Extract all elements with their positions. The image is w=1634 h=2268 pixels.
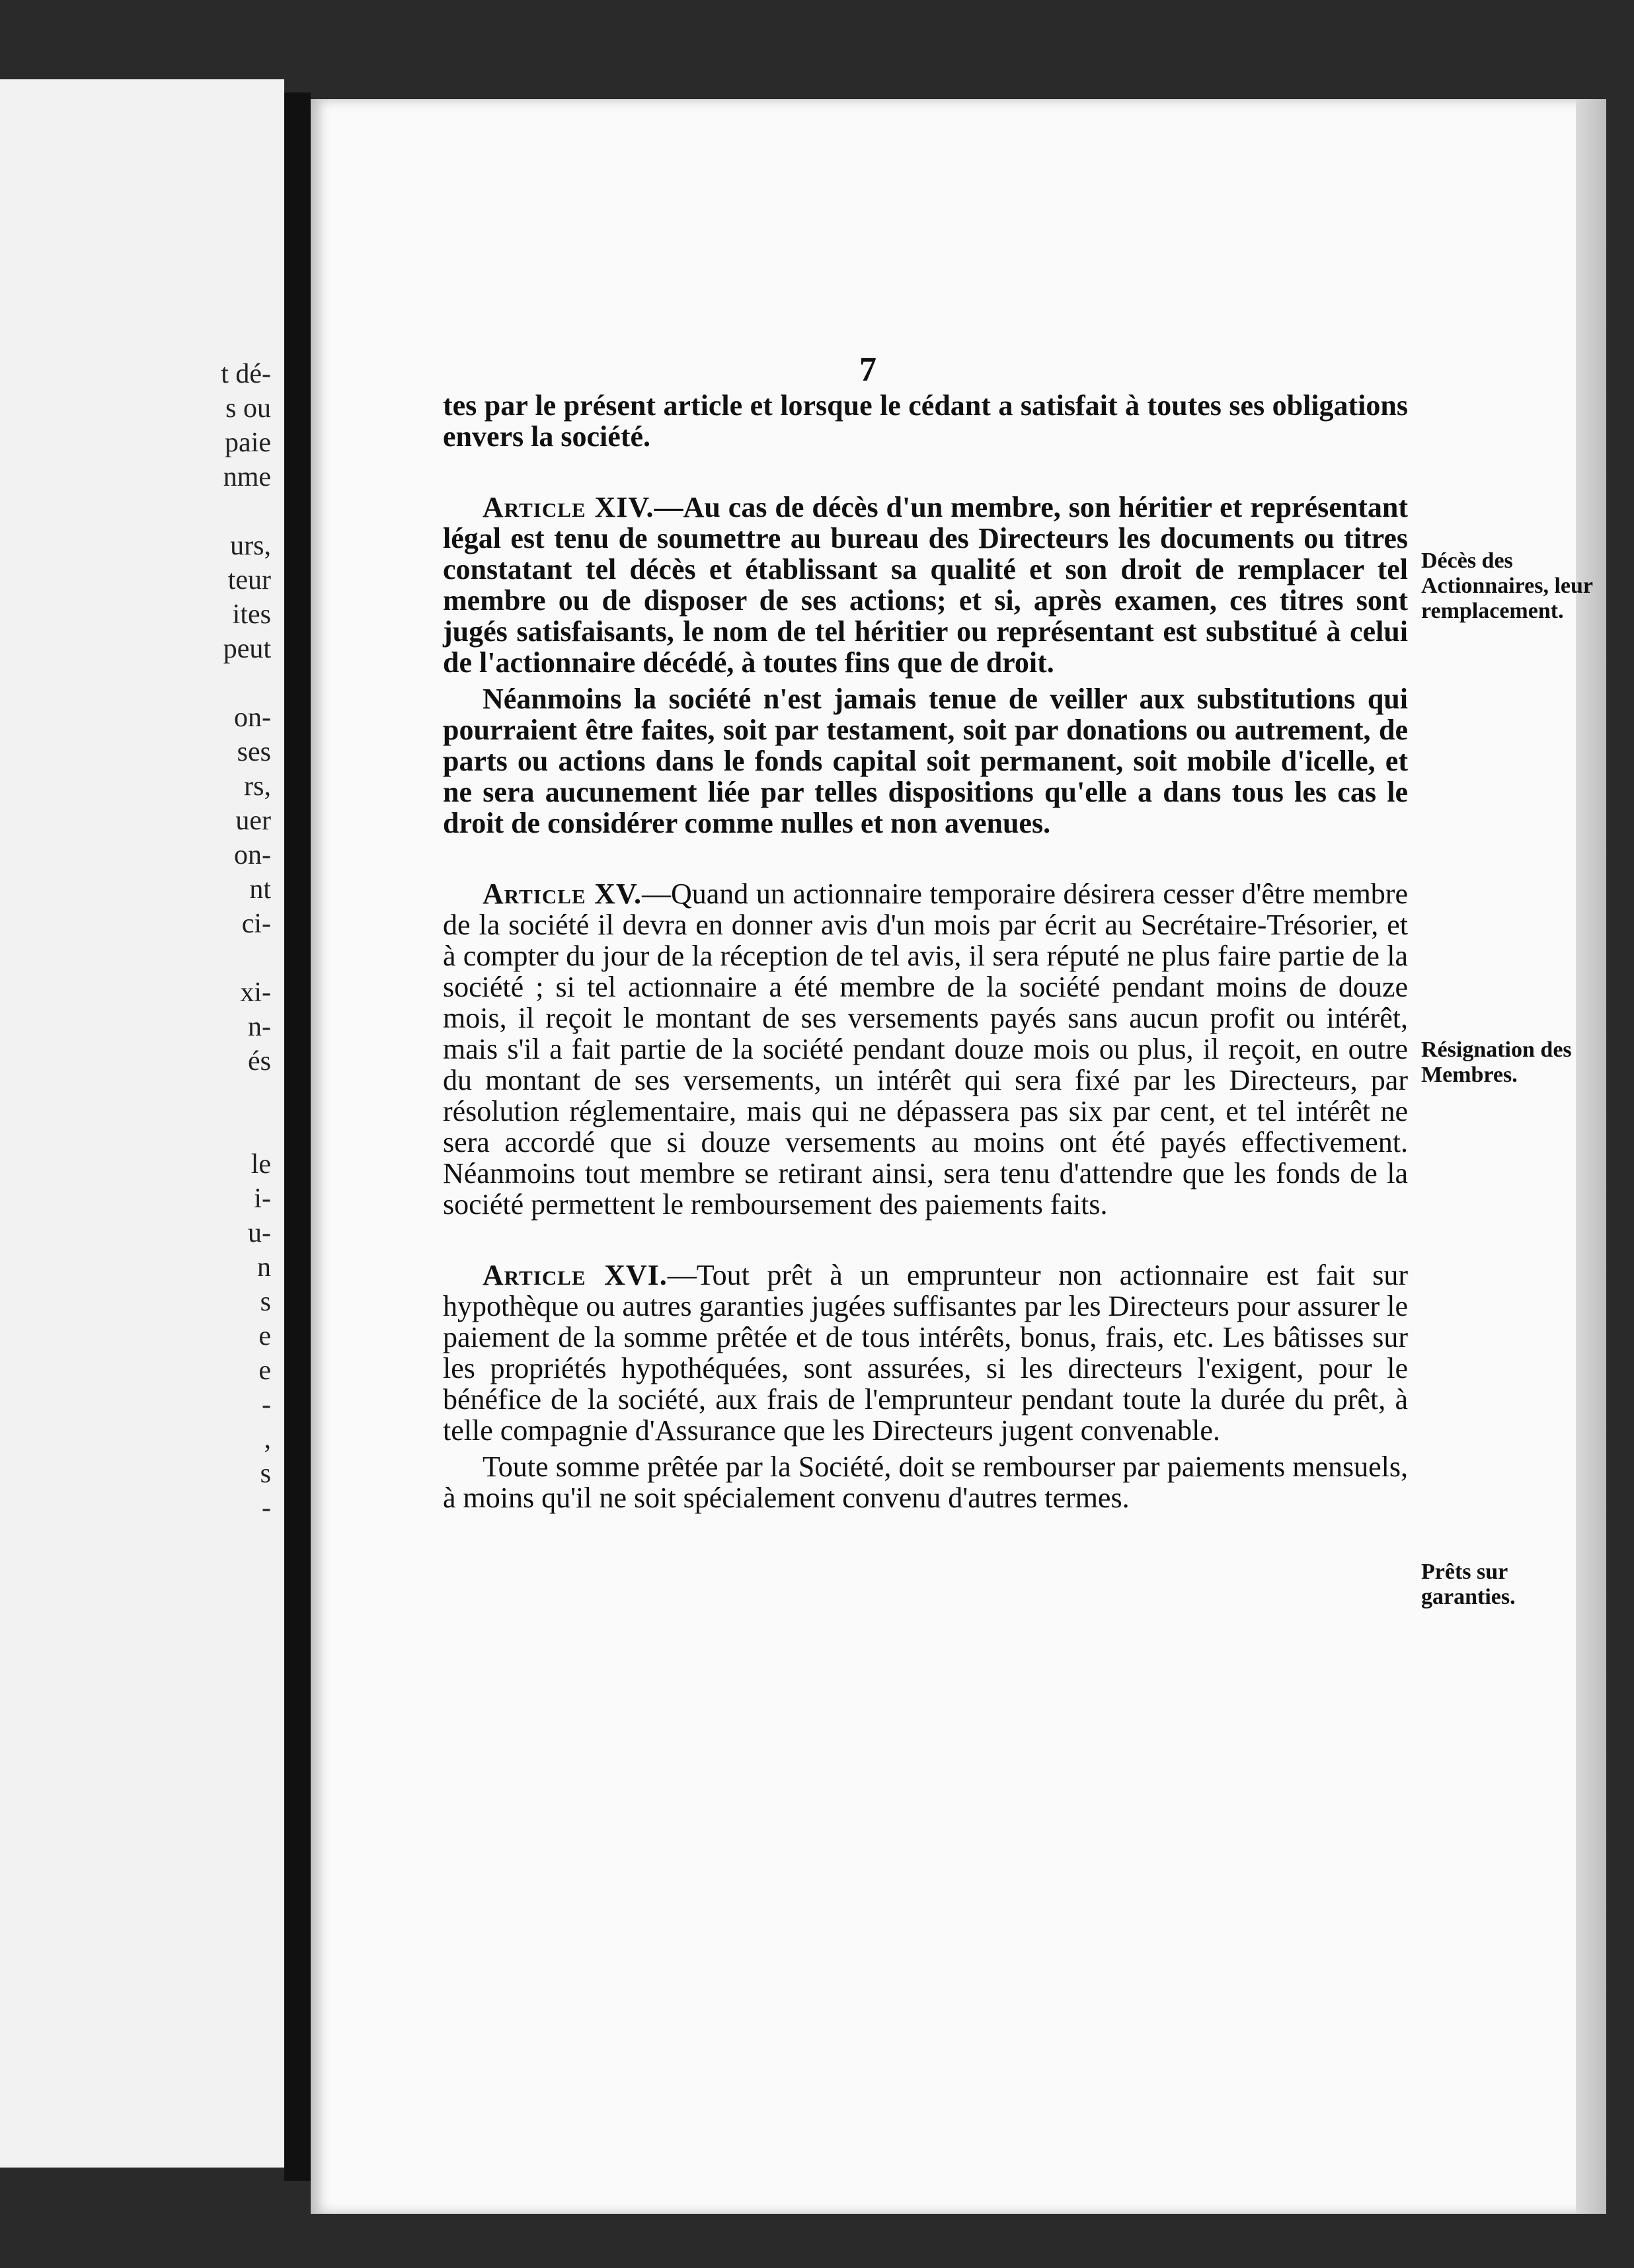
left-fragment-line: xi- (240, 977, 271, 1008)
left-fragment-line: - (262, 1390, 271, 1420)
left-fragment-line: i- (254, 1184, 271, 1214)
margin-note-prets: Prêts sur garanties. (1421, 1560, 1516, 1609)
left-fragment-line: t dé- (221, 359, 271, 389)
article-label: Article XVI. (483, 1259, 668, 1291)
left-fragment-line: - (262, 1493, 271, 1523)
main-page (311, 99, 1606, 2214)
article-xiv (443, 492, 1408, 678)
paragraph-continuation (443, 390, 1408, 452)
left-facing-page (0, 79, 284, 2168)
left-fragment-line: le (251, 1149, 271, 1180)
left-fragment-line: e (258, 1321, 271, 1351)
left-fragment-line: peut (223, 634, 271, 664)
left-fragment-line (139, 941, 271, 975)
left-fragment-line: , (264, 1424, 271, 1455)
article-label: Article XV. (483, 878, 642, 910)
left-fragment-line: ites (232, 599, 271, 630)
left-fragment-line (139, 1113, 271, 1147)
left-fragment-line: rs, (244, 771, 271, 802)
left-fragment-line: s ou (225, 393, 271, 424)
left-fragment-line: urs, (230, 531, 271, 561)
article-label: Article XIV. (483, 491, 654, 523)
left-fragment-line: uer (235, 806, 271, 836)
left-fragment-line: nme (223, 462, 271, 492)
left-fragment-line: n (257, 1252, 271, 1283)
left-fragment-line: n- (248, 1012, 271, 1042)
left-fragment-line: e (258, 1355, 271, 1386)
left-fragment-line (139, 494, 271, 529)
paragraph-text: Néanmoins la société n'est jamais tenue de veiller aux substitutions qui pourraient être faites, soit par testament, soit par donations ou autrement, de parts ou actions dans le fonds capital soit permanent, soit mobile d'icelle, et ne sera aucunement liée par telles dispositions qu'elle a dans tous les cas le droit de considérer comme nulles et non avenues. (443, 683, 1408, 839)
margin-note-resignation: Résignation des Membres. (1421, 1038, 1572, 1087)
left-fragment-line: ses (237, 737, 271, 767)
left-fragment-line: ci- (241, 909, 271, 939)
paragraph-text: Toute somme prêtée par la Société, doit se rembourser par paiements mensuels, à moins qu'il ne soit spécialement convenu d'autres termes. (443, 1451, 1408, 1514)
paragraph-neanmoins (443, 683, 1408, 839)
left-fragment-line: nt (249, 874, 271, 905)
left-fragment-line: s (260, 1458, 271, 1489)
article-xv (443, 878, 1408, 1220)
page-number: 7 (859, 351, 876, 389)
margin-note-deces: Décès des Actionnaires, leur remplacement. (1421, 548, 1593, 623)
left-fragment-line: s (260, 1287, 271, 1317)
paragraph-text: —Quand un actionnaire temporaire désirera cesser d'être membre de la société il devra en donner avis d'un mois par écrit au Secrétaire-Trésorier, et à compter du jour de la réception de tel avis, il sera réputé ne plus faire partie de la société ; si tel actionnaire a été membre de la société pendant moins de douze mois, il reçoit le montant de ses versements payés sans aucun profit ou intérêt, mais s'il a fait partie de la société pendant douze mois ou plus, il reçoit, en outre du montant de ses versements, un intérêt qui sera fixé par les Directeurs, par résolution réglementaire, mais qui ne dépassera pas six par cent, et tel intérêt ne sera accordé que si douze versements au moins ont été payés effectivement. Néanmoins tout membre se retirant ainsi, sera tenu d'attendre que les fonds de la société permettent le remboursement des paiements faits. (443, 878, 1408, 1221)
page-edge (1576, 99, 1606, 2214)
left-fragment-line: és (248, 1046, 271, 1077)
paragraph-text: tes par le présent article et lorsque le cédant a satisfait à toutes ses obligations envers la société. (443, 389, 1408, 453)
paragraph-toute-somme (443, 1451, 1408, 1513)
article-xvi (443, 1260, 1408, 1446)
left-fragment-line: on- (234, 702, 271, 733)
left-fragment-line: on- (234, 840, 271, 870)
left-fragment-line: u- (248, 1218, 271, 1248)
left-fragment-line (139, 666, 271, 700)
left-fragment-line: paie (225, 428, 271, 458)
left-fragment-line: teur (227, 565, 271, 595)
left-page-text-fragments (139, 357, 271, 1560)
body-text (443, 390, 1408, 1513)
left-fragment-line (139, 1078, 271, 1113)
left-fragment-line (139, 1525, 271, 1560)
paragraph-text: —Tout prêt à un emprunteur non actionnaire est fait sur hypothèque ou autres garanties jugées suffisantes par les Directeurs pour assurer le paiement de la somme prêtée et de tous intérêts, bonus, frais, etc. Les bâtisses sur les propriétés hypothéquées, sont assurées, si les directeurs l'exigent, pour le bénéfice de la société, aux frais de l'emprunteur pendant toute la durée du prêt, à telle compagnie d'Assurance que les Directeurs jugent convenable. (443, 1259, 1408, 1447)
paragraph-text: —Au cas de décès d'un membre, son héritier et représentant légal est tenu de soumettre au bureau des Directeurs les documents ou titres constatant tel décès et établissant sa qualité et son droit de remplacer tel membre ou de disposer de ses actions; et si, après examen, ces titres sont jugés satisfaisants, le nom de tel héritier ou représentant est substitué à celui de l'actionnaire décédé, à toutes fins que de droit. (443, 491, 1408, 679)
book-gutter (284, 93, 311, 2181)
